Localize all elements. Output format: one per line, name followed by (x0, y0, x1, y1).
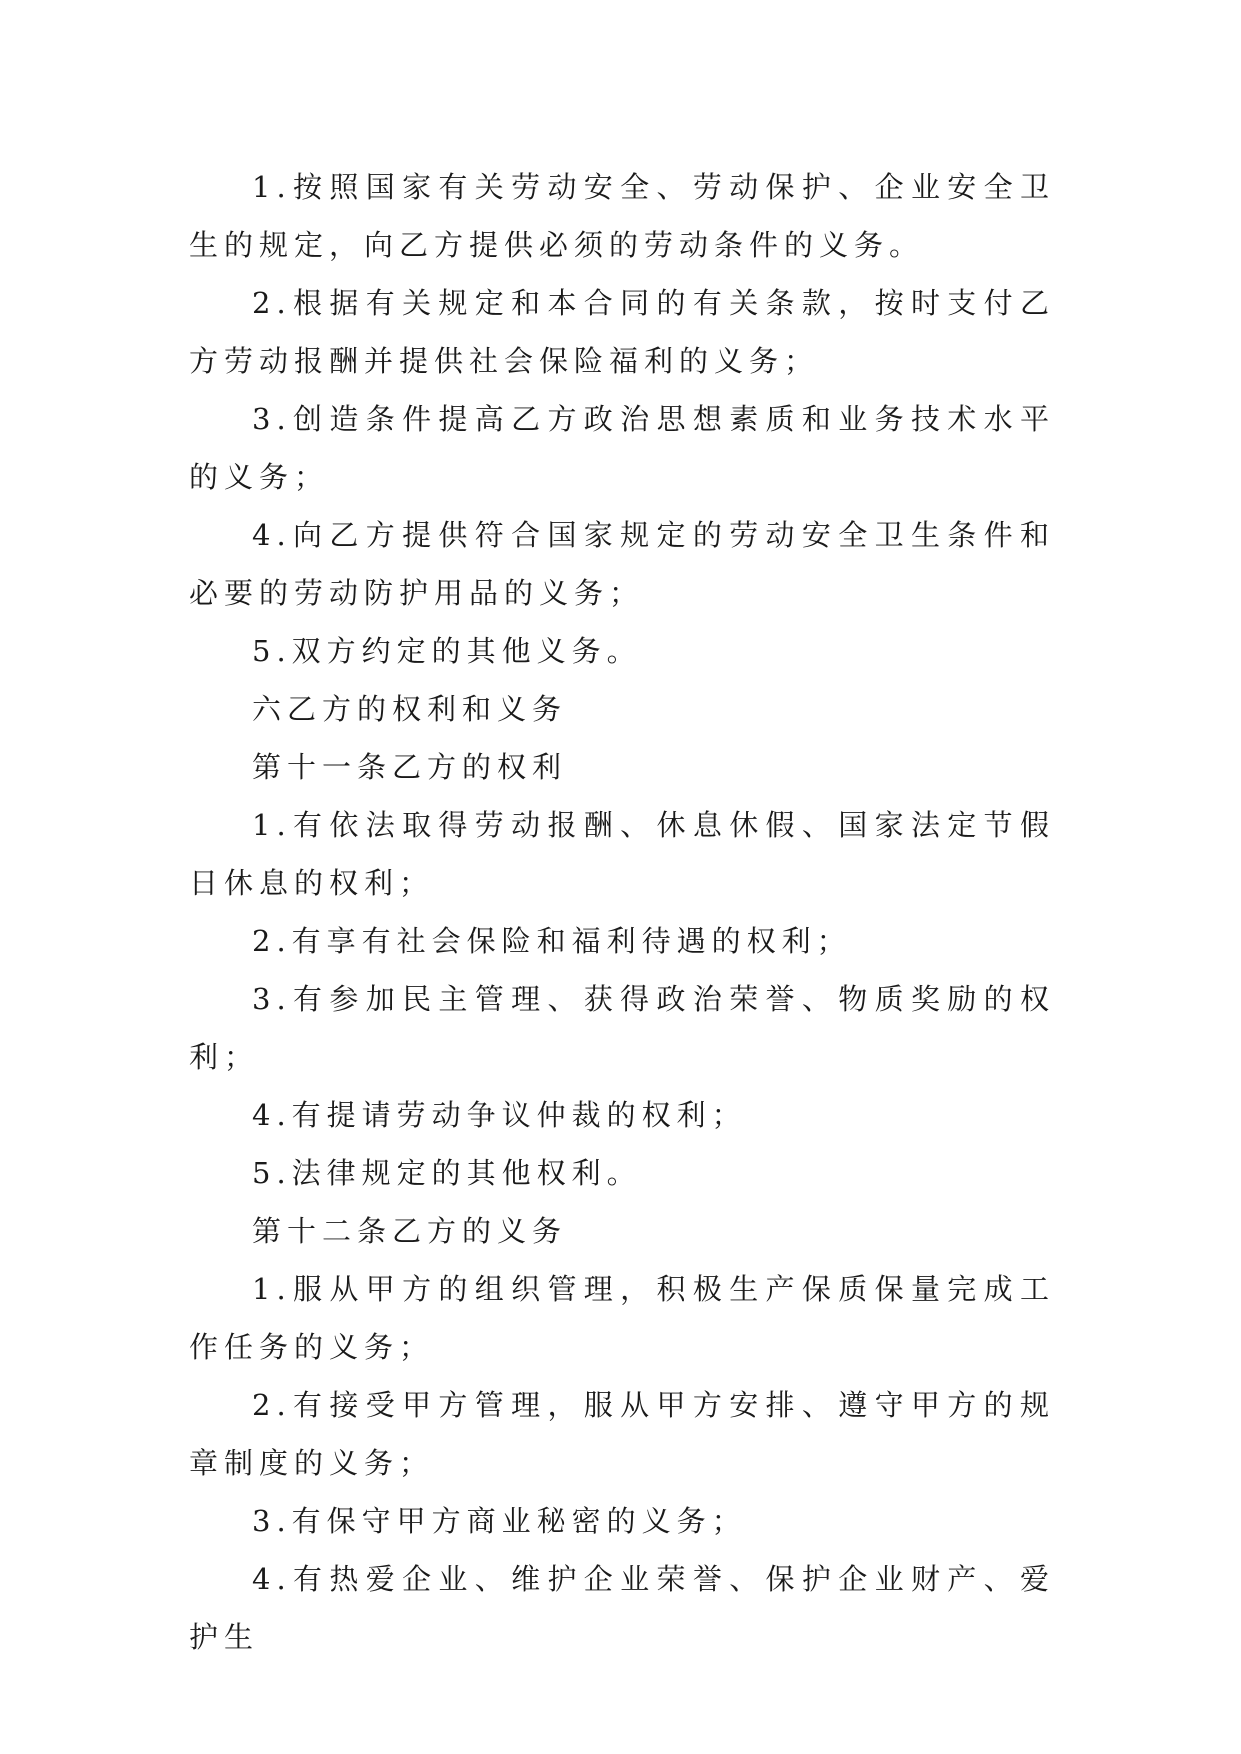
paragraph: 1.服从甲方的组织管理，积极生产保质保量完成工作任务的义务； (189, 1272, 1055, 1364)
paragraph: 2.有接受甲方管理，服从甲方安排、遵守甲方的规章制度的义务； (189, 1388, 1055, 1480)
paragraph: 4.向乙方提供符合国家规定的劳动安全卫生条件和必要的劳动防护用品的义务； (189, 518, 1055, 610)
paragraph: 3.创造条件提高乙方政治思想素质和业务技术水平的义务； (189, 402, 1055, 494)
article-heading: 第十二条乙方的义务 (252, 1214, 568, 1248)
paragraph: 3.有保守甲方商业秘密的义务； (252, 1504, 747, 1538)
paragraph: 1.有依法取得劳动报酬、休息休假、国家法定节假日休息的权利； (189, 808, 1055, 900)
paragraph: 5.双方约定的其他义务。 (252, 634, 642, 668)
paragraph: 4.有提请劳动争议仲裁的权利； (252, 1098, 747, 1132)
paragraph: 2.根据有关规定和本合同的有关条款，按时支付乙方劳动报酬并提供社会保险福利的义务； (189, 286, 1055, 378)
paragraph: 4.有热爱企业、维护企业荣誉、保护企业财产、爱护生 (189, 1562, 1055, 1654)
section-heading: 六乙方的权利和义务 (252, 692, 568, 726)
paragraph: 3.有参加民主管理、获得政治荣誉、物质奖励的权利； (189, 982, 1055, 1074)
paragraph: 1.按照国家有关劳动安全、劳动保护、企业安全卫生的规定，向乙方提供必须的劳动条件的义务。 (189, 170, 1055, 262)
document-body (189, 158, 1055, 1666)
article-heading: 第十一条乙方的权利 (252, 750, 568, 784)
paragraph: 5.法律规定的其他权利。 (252, 1156, 642, 1190)
paragraph: 2.有享有社会保险和福利待遇的权利； (252, 924, 852, 958)
